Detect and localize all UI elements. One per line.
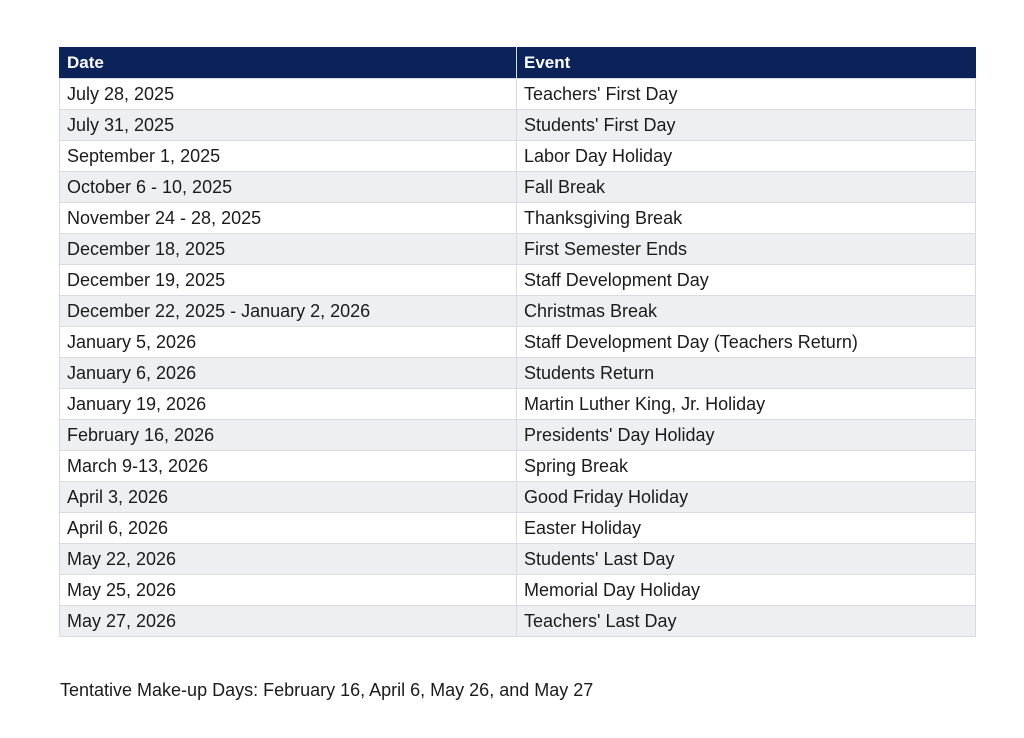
date-cell: January 6, 2026 bbox=[60, 358, 517, 389]
calendar-table-container bbox=[59, 47, 975, 637]
table-row bbox=[60, 513, 976, 544]
table-row bbox=[60, 451, 976, 482]
date-cell: April 3, 2026 bbox=[60, 482, 517, 513]
event-cell: Teachers' First Day bbox=[517, 79, 976, 110]
table-body bbox=[60, 79, 976, 637]
table-header bbox=[60, 48, 976, 79]
event-column-header: Event bbox=[517, 48, 976, 79]
table-row bbox=[60, 482, 976, 513]
table-row bbox=[60, 420, 976, 451]
table-row bbox=[60, 110, 976, 141]
date-column-header: Date bbox=[60, 48, 517, 79]
event-cell: Presidents' Day Holiday bbox=[517, 420, 976, 451]
event-cell: Staff Development Day (Teachers Return) bbox=[517, 327, 976, 358]
date-cell: December 18, 2025 bbox=[60, 234, 517, 265]
event-cell: Students Return bbox=[517, 358, 976, 389]
table-row bbox=[60, 575, 976, 606]
make-up-days-note: Tentative Make-up Days: February 16, April 6, May 26, and May 27 bbox=[60, 680, 594, 700]
date-cell: January 19, 2026 bbox=[60, 389, 517, 420]
table-row bbox=[60, 606, 976, 637]
date-cell: May 27, 2026 bbox=[60, 606, 517, 637]
table-row bbox=[60, 203, 976, 234]
header-row bbox=[60, 48, 976, 79]
event-cell: Students' First Day bbox=[517, 110, 976, 141]
date-cell: May 25, 2026 bbox=[60, 575, 517, 606]
date-cell: September 1, 2025 bbox=[60, 141, 517, 172]
table-row bbox=[60, 172, 976, 203]
date-cell: January 5, 2026 bbox=[60, 327, 517, 358]
table-row bbox=[60, 358, 976, 389]
event-cell: Teachers' Last Day bbox=[517, 606, 976, 637]
event-cell: Good Friday Holiday bbox=[517, 482, 976, 513]
date-cell: February 16, 2026 bbox=[60, 420, 517, 451]
date-cell: November 24 - 28, 2025 bbox=[60, 203, 517, 234]
event-cell: Fall Break bbox=[517, 172, 976, 203]
event-cell: Easter Holiday bbox=[517, 513, 976, 544]
event-cell: Memorial Day Holiday bbox=[517, 575, 976, 606]
table-row bbox=[60, 544, 976, 575]
date-cell: March 9-13, 2026 bbox=[60, 451, 517, 482]
table-row bbox=[60, 265, 976, 296]
table-row bbox=[60, 79, 976, 110]
event-cell: Martin Luther King, Jr. Holiday bbox=[517, 389, 976, 420]
event-cell: Staff Development Day bbox=[517, 265, 976, 296]
event-cell: Students' Last Day bbox=[517, 544, 976, 575]
school-calendar-table bbox=[59, 47, 976, 637]
table-row bbox=[60, 296, 976, 327]
event-cell: First Semester Ends bbox=[517, 234, 976, 265]
date-cell: July 31, 2025 bbox=[60, 110, 517, 141]
date-cell: December 19, 2025 bbox=[60, 265, 517, 296]
table-row bbox=[60, 389, 976, 420]
table-row bbox=[60, 327, 976, 358]
date-cell: October 6 - 10, 2025 bbox=[60, 172, 517, 203]
event-cell: Spring Break bbox=[517, 451, 976, 482]
event-cell: Labor Day Holiday bbox=[517, 141, 976, 172]
table-row bbox=[60, 234, 976, 265]
table-row bbox=[60, 141, 976, 172]
event-cell: Thanksgiving Break bbox=[517, 203, 976, 234]
date-cell: December 22, 2025 - January 2, 2026 bbox=[60, 296, 517, 327]
date-cell: May 22, 2026 bbox=[60, 544, 517, 575]
event-cell: Christmas Break bbox=[517, 296, 976, 327]
date-cell: July 28, 2025 bbox=[60, 79, 517, 110]
date-cell: April 6, 2026 bbox=[60, 513, 517, 544]
